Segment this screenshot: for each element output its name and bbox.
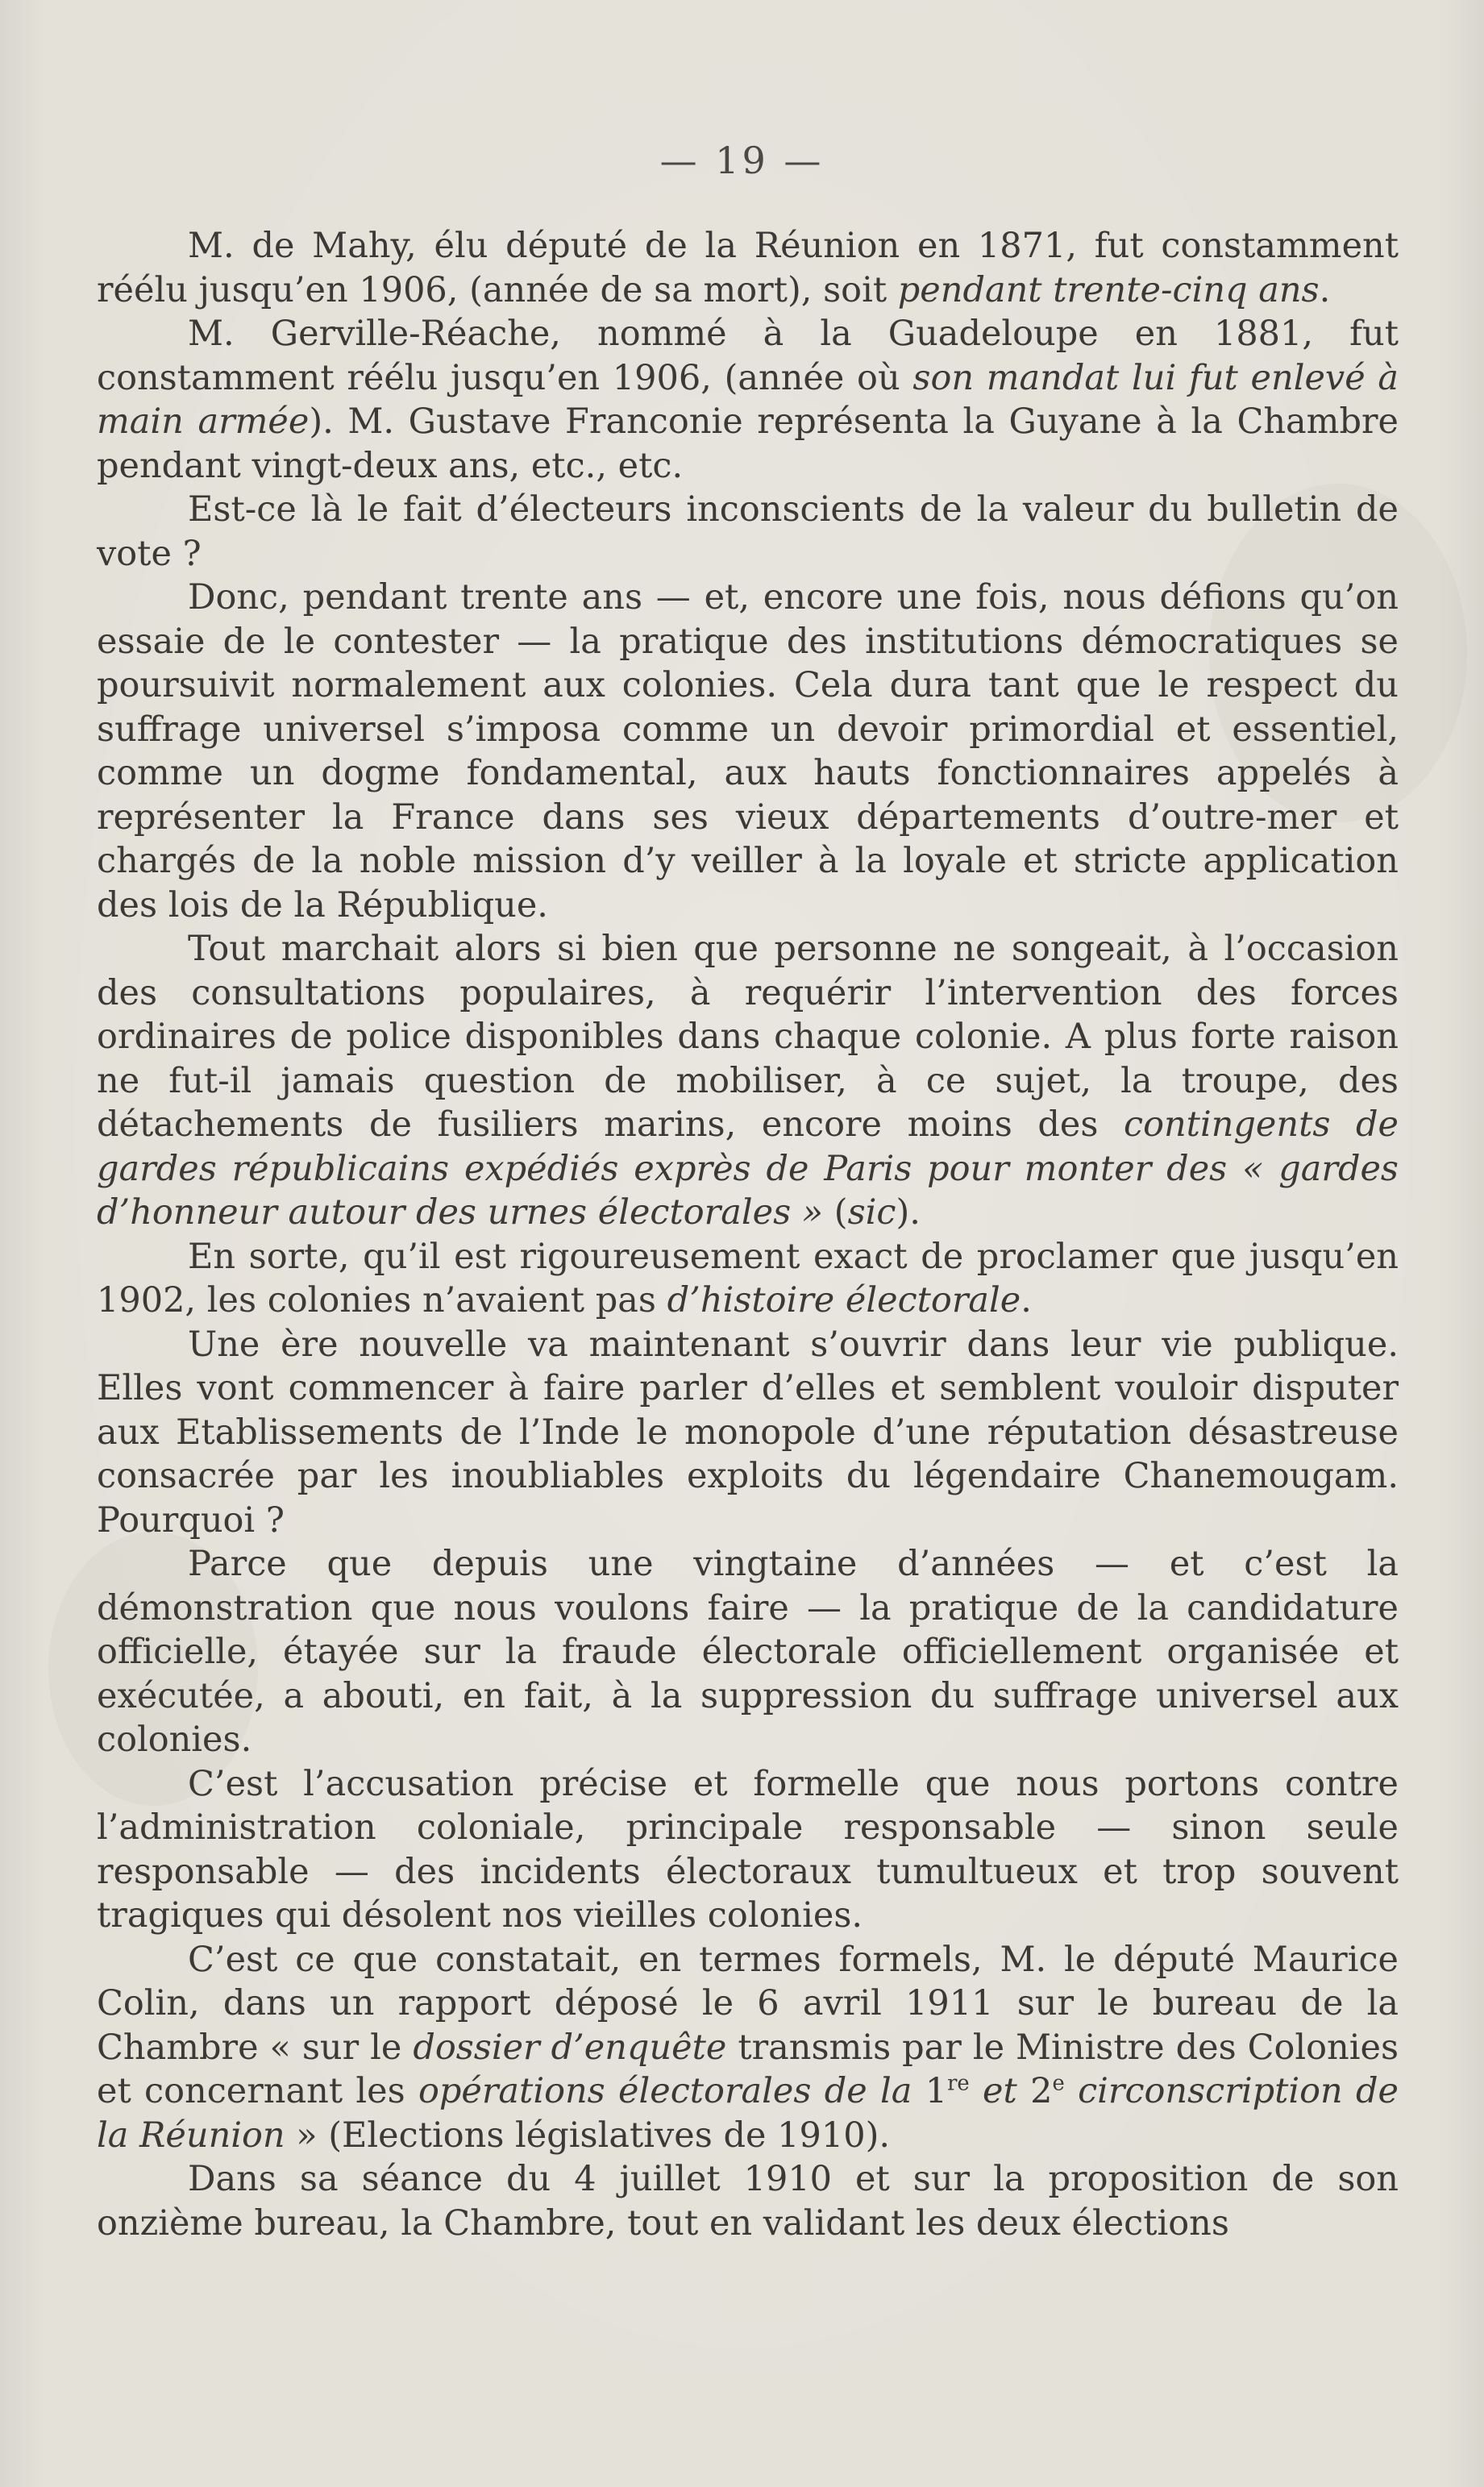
text-run: ). M. Gustave Franconie représenta la Guyane à la Chambre pendant vingt-deux ans, etc., etc. xyxy=(97,401,1399,486)
italic-text: et xyxy=(983,2071,1017,2111)
italic-text: pendant trente-cinq ans xyxy=(897,269,1320,310)
paragraph-p5 xyxy=(97,927,1399,1235)
text-run: Dans sa séance du 4 juillet 1910 et sur la proposition de son onzième bureau, la Chambre, tout en validant les deux élections xyxy=(97,2159,1399,2244)
text-run: Tout marchait alors si bien que personne ne songeait, à l’occasion des consultations populaires, à requérir l’intervention des forces ordinaires de police disponibles dans chaque colonie. A plus forte raison ne fut-il jamais question de mobiliser, à ce sujet, la troupe, des détachements de fusiliers marins, encore moins des xyxy=(97,929,1399,1145)
text-run: . xyxy=(1021,1280,1032,1320)
text-run: M. Gerville-Réache, nommé à la Guadeloupe en 1881, fut constamment réélu jusqu’en 1906, (année où xyxy=(97,314,1399,398)
italic-text: opérations électorales de la xyxy=(418,2071,912,2111)
superscript: re xyxy=(947,2071,970,2096)
text-run: ). xyxy=(896,1192,921,1233)
text-run: Une ère nouvelle va maintenant s’ouvrir dans leur vie publique. Elles vont commencer à faire parler d’elles et semblent vouloir disputer aux Etablissements de l’Inde le monopole d’une réputation désastreuse consacrée par les inoubliables exploits du légendaire Chanemougam. Pourquoi ? xyxy=(97,1324,1399,1541)
text-run: C’est l’accusation précise et formelle que nous portons contre l’administration coloniale, principale responsable — sinon seule responsable — des incidents électoraux tumultueux et trop souvent tragiques qui désolent nos vieilles colonies. xyxy=(97,1763,1399,1936)
paragraph-p10 xyxy=(97,1938,1399,2158)
superscript: e xyxy=(1052,2071,1065,2096)
text-run: ( xyxy=(823,1192,848,1233)
page-number: — 19 — xyxy=(659,139,825,182)
italic-text: d’histoire électorale xyxy=(667,1280,1021,1320)
paragraph-p6 xyxy=(97,1235,1399,1323)
text-run: 1 xyxy=(912,2071,948,2111)
paragraph-p8 xyxy=(97,1542,1399,1762)
text-run: Donc, pendant trente ans — et, encore une fois, nous défions qu’on essaie de le contester — la pratique des institutions démocratiques se poursuivit normalement aux colonies. Cela dura tant que le respect du suffrage universel s’imposa comme un devoir primordial et essentiel, comme un dogme fondamental, aux hauts fonctionnaires appelés à représenter la France dans ses vieux départements d’outre-mer et chargés de la noble mission d’y veiller à la loyale et stricte application des lois de la République. xyxy=(97,577,1399,925)
text-run: Parce que depuis une vingtaine d’années — et c’est la démonstration que nous voulons faire — la pratique de la candidature officielle, étayée sur la fraude électorale officiellement organisée et exécutée, a abouti, en fait, à la suppression du suffrage universel aux colonies. xyxy=(97,1544,1399,1760)
paragraph-p4 xyxy=(97,576,1399,927)
body-text xyxy=(97,224,1399,2245)
text-run: En sorte, qu’il est rigoureusement exact de proclamer que jusqu’en 1902, les colonies n’avaient pas xyxy=(97,1236,1399,1320)
text-run: C’est ce que constatait, en termes formels, M. le député Maurice Colin, dans un rapport déposé le 6 avril 1911 sur le bureau de la Chambre « sur le xyxy=(97,1939,1399,2068)
paragraph-p1 xyxy=(97,224,1399,312)
paragraph-p3 xyxy=(97,488,1399,576)
italic-text: contingents de gardes républicains expédiés exprès de Paris pour monter des « gardes d’honneur autour des urnes électorales » xyxy=(97,1104,1399,1233)
italic-text: sic xyxy=(847,1192,896,1233)
italic-text: dossier d’enquête xyxy=(413,2027,727,2068)
paragraph-p9 xyxy=(97,1762,1399,1938)
text-run: Est-ce là le fait d’électeurs inconscients de la valeur du bulletin de vote ? xyxy=(97,489,1399,574)
text-run xyxy=(1065,2071,1078,2111)
text-run xyxy=(970,2071,983,2111)
paragraph-p7 xyxy=(97,1323,1399,1543)
text-run: transmis par le Ministre des Colonies et concernant les xyxy=(97,2027,1399,2111)
italic-text: circonscription de la Réunion xyxy=(97,2071,1399,2156)
text-run: » (Elections législatives de 1910). xyxy=(285,2115,891,2156)
text-run: . xyxy=(1319,269,1331,310)
paragraph-p11 xyxy=(97,2157,1399,2245)
text-run: M. de Mahy, élu député de la Réunion en 1871, fut constamment réélu jusqu’en 1906, (année de sa mort), soit xyxy=(97,226,1399,310)
italic-text: son mandat lui fut enlevé à main armée xyxy=(97,357,1399,442)
text-run: 2 xyxy=(1016,2071,1053,2111)
paragraph-p2 xyxy=(97,312,1399,488)
